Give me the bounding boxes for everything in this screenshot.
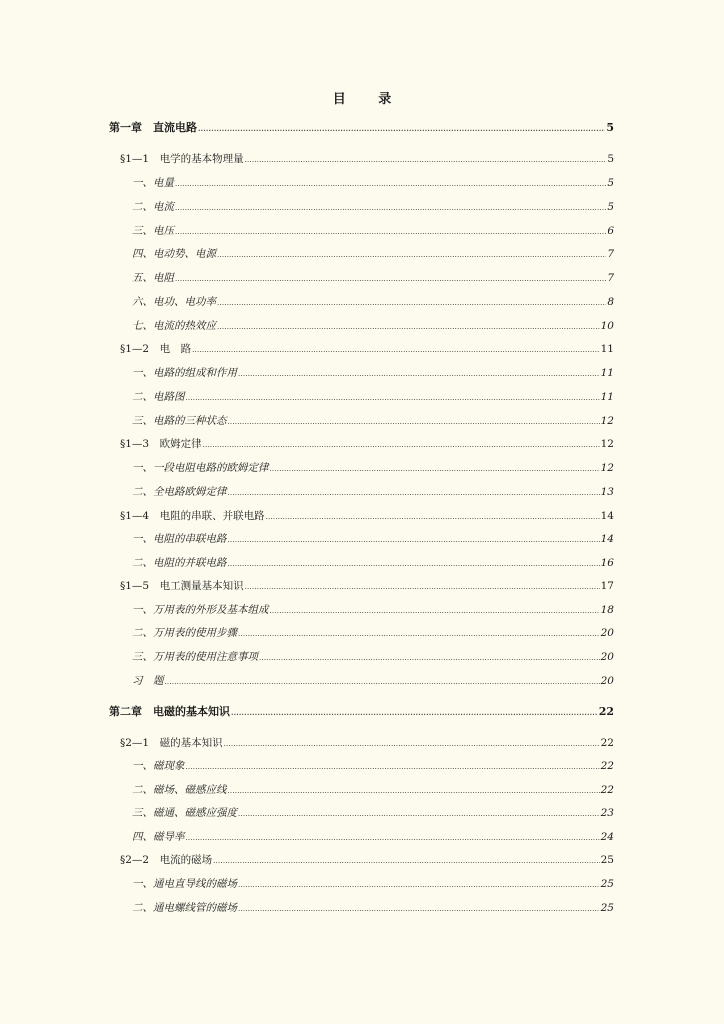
toc-leader-dots (238, 877, 600, 893)
toc-entry-sub (132, 460, 614, 477)
toc-entry-section (120, 341, 614, 358)
toc-page-number: 25 (600, 878, 614, 890)
toc-page-number: 23 (600, 807, 614, 819)
toc-entry-sub (132, 484, 614, 501)
toc-leader-dots (175, 224, 606, 240)
toc-leader-dots (186, 759, 600, 775)
toc-leader-dots (165, 674, 600, 690)
toc-page-number: 22 (598, 705, 614, 718)
toc-entry-title: §1—1 电学的基本物理量 (120, 153, 244, 165)
toc-page-number: 22 (600, 760, 614, 772)
toc-title: 目 录 (332, 92, 406, 107)
toc-entry-title: 二、万用表的使用步骤 (132, 627, 237, 639)
toc-entry-section (120, 578, 614, 595)
toc-page-number: 12 (600, 415, 614, 427)
toc-page-number: 11 (600, 367, 614, 379)
toc-leader-dots (238, 366, 600, 382)
toc-leader-dots (259, 650, 600, 666)
toc-entry-title: 三、电压 (132, 225, 174, 237)
toc-entry-chapter (109, 120, 614, 137)
toc-entry-title: §1—4 电阻的串联、并联电路 (120, 510, 265, 522)
toc-page-number: 22 (600, 784, 614, 796)
toc-leader-dots (228, 414, 600, 430)
toc-leader-dots (266, 509, 600, 525)
toc-page-number: 25 (600, 854, 614, 866)
toc-leader-dots (228, 485, 600, 501)
toc-entry-sub (132, 829, 614, 846)
toc-page-number: 12 (600, 462, 614, 474)
toc-entry-sub (132, 758, 614, 775)
toc-entry-sub (132, 413, 614, 430)
toc-entry-sub (132, 531, 614, 548)
toc-leader-dots (228, 532, 600, 548)
toc-entry-title: §1—5 电工测量基本知识 (120, 580, 244, 592)
toc-page-number: 5 (607, 177, 614, 189)
toc-entry-sub (132, 555, 614, 572)
toc-leader-dots (228, 556, 600, 572)
toc-entry-sub (132, 602, 614, 619)
toc-entry-title: 习 题 (132, 675, 164, 687)
toc-leader-dots (198, 121, 605, 137)
toc-entry-chapter (109, 704, 614, 721)
toc-leader-dots (213, 853, 600, 869)
toc-page-number: 11 (600, 391, 614, 403)
toc-leader-dots (270, 603, 600, 619)
toc-leader-dots (231, 705, 598, 721)
toc-entry-title: 七、电流的热效应 (132, 320, 216, 332)
toc-entry-sub (132, 365, 614, 382)
toc-entry-section (120, 735, 614, 752)
toc-page-number: 16 (600, 557, 614, 569)
toc-leader-dots (217, 319, 600, 335)
toc-leader-dots (186, 830, 600, 846)
toc-entry-title: 六、电功、电功率 (132, 296, 216, 308)
toc-entry-section (120, 852, 614, 869)
toc-page-number: 24 (600, 831, 614, 843)
toc-entry-title: 一、电量 (132, 177, 174, 189)
toc-leader-dots (245, 152, 607, 168)
toc-entry-title: 第二章 电磁的基本知识 (109, 705, 230, 718)
toc-page-number: 5 (606, 121, 614, 134)
toc-entry-title: 一、一段电阻电路的欧姆定律 (132, 462, 269, 474)
toc-entry-sub (132, 175, 614, 192)
toc-leader-dots (228, 783, 600, 799)
toc-entry-title: 二、电路图 (132, 391, 185, 403)
toc-entry-title: §2—1 磁的基本知识 (120, 737, 223, 749)
toc-leader-dots (270, 461, 600, 477)
toc-entry-section (120, 151, 614, 168)
toc-page-number: 7 (607, 272, 614, 284)
toc-entry-title: 四、磁导率 (132, 831, 185, 843)
toc-page-number: 10 (600, 320, 614, 332)
toc-entry-sub (132, 900, 614, 917)
toc-page-number: 5 (607, 153, 614, 165)
toc-leader-dots (217, 295, 606, 311)
toc-entry-title: 二、磁场、磁感应线 (132, 784, 227, 796)
toc-page-number: 12 (600, 438, 614, 450)
toc-entry-title: 三、电路的三种状态 (132, 415, 227, 427)
toc-entry-title: §2—2 电流的磁场 (120, 854, 213, 866)
toc-leader-dots (238, 626, 600, 642)
toc-entry-sub (132, 199, 614, 216)
toc-entry-sub (132, 389, 614, 406)
toc-entry-section (120, 436, 614, 453)
toc-entry-sub (132, 294, 614, 311)
toc-entry-title: 三、万用表的使用注意事项 (132, 651, 258, 663)
toc-page-number: 14 (600, 533, 614, 545)
toc-entry-title: 二、电阻的并联电路 (132, 557, 227, 569)
toc-entry-sub (132, 782, 614, 799)
toc-leader-dots (175, 271, 606, 287)
toc-page-number: 17 (600, 580, 614, 592)
toc-entry-sub (132, 246, 614, 263)
toc-page-number: 11 (600, 343, 614, 355)
toc-page-number: 13 (600, 486, 614, 498)
toc-leader-dots (245, 579, 600, 595)
toc-entry-title: 一、电路的组成和作用 (132, 367, 237, 379)
toc-page-number: 20 (600, 651, 614, 663)
toc-entry-title: 一、磁现象 (132, 760, 185, 772)
toc-page-number: 5 (607, 201, 614, 213)
toc-page-number: 22 (600, 737, 614, 749)
toc-leader-dots (217, 247, 606, 263)
toc-entry-sub (132, 625, 614, 642)
toc-page-number: 7 (607, 248, 614, 260)
toc-page-number: 20 (600, 675, 614, 687)
toc-entry-sub (132, 318, 614, 335)
toc-page-number: 25 (600, 902, 614, 914)
toc-entry-title: 五、电阻 (132, 272, 174, 284)
toc-entry-title: 四、电动势、电源 (132, 248, 216, 260)
toc-entry-title: 二、通电螺线管的磁场 (132, 902, 237, 914)
toc-entry-title: 三、磁通、磁感应强度 (132, 807, 237, 819)
toc-leader-dots (238, 901, 600, 917)
toc-entry-title: 一、通电直导线的磁场 (132, 878, 237, 890)
toc-entry-sub (132, 223, 614, 240)
toc-entry-title: 二、全电路欧姆定律 (132, 486, 227, 498)
toc-entry-sub (132, 649, 614, 666)
toc-entry-sub (132, 876, 614, 893)
toc-page-number: 18 (600, 604, 614, 616)
toc-entry-title: 一、电阻的串联电路 (132, 533, 227, 545)
toc-page-number: 20 (600, 627, 614, 639)
toc-page-number: 6 (607, 225, 614, 237)
toc-entry-title: 二、电流 (132, 201, 174, 213)
toc-leader-dots (203, 437, 600, 453)
toc-entry-sub (132, 673, 614, 690)
toc-page-number: 14 (600, 510, 614, 522)
toc-leader-dots (175, 200, 606, 216)
toc-leader-dots (175, 176, 606, 192)
toc-page-number: 8 (607, 296, 614, 308)
toc-entry-title: 第一章 直流电路 (109, 121, 197, 134)
toc-entry-sub (132, 805, 614, 822)
toc-leader-dots (238, 806, 600, 822)
toc-entry-title: 一、万用表的外形及基本组成 (132, 604, 269, 616)
toc-entry-sub (132, 270, 614, 287)
toc-entry-title: §1—3 欧姆定律 (120, 438, 202, 450)
toc-leader-dots (224, 736, 600, 752)
toc-entry-section (120, 508, 614, 525)
toc-leader-dots (186, 390, 600, 406)
toc-entry-title: §1—2 电 路 (120, 343, 192, 355)
toc-leader-dots (192, 342, 600, 358)
